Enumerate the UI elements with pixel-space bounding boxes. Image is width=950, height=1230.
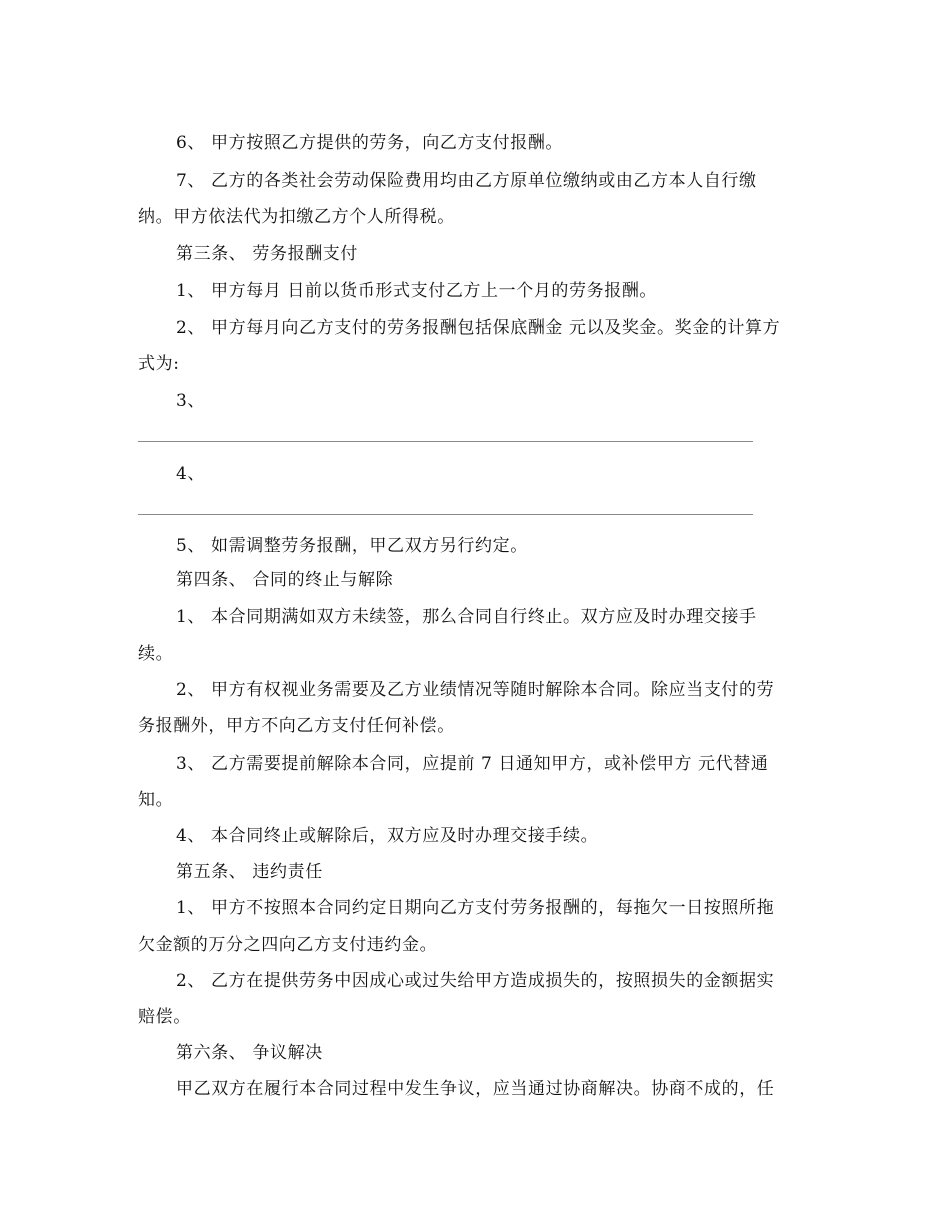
breach-item-1-cont: 欠金额的万分之四向乙方支付违约金。 bbox=[138, 935, 438, 955]
article-6-heading: 第六条、 争议解决 bbox=[176, 1043, 323, 1063]
termination-item-2: 2、 甲方有权视业务需要及乙方业绩情况等随时解除本合同。除应当支付的劳 bbox=[176, 680, 775, 700]
clause-3-item-7: 7、 乙方的各类社会劳动保险费用均由乙方原单位缴纳或由乙方本人自行缴 bbox=[176, 171, 757, 191]
termination-item-4: 4、 本合同终止或解除后，双方应及时办理交接手续。 bbox=[176, 826, 599, 846]
blank-fill-line bbox=[138, 441, 753, 442]
payment-item-1: 1、 甲方每月 日前以货币形式支付乙方上一个月的劳务报酬。 bbox=[176, 281, 658, 301]
breach-item-1: 1、 甲方不按照本合同约定日期向乙方支付劳务报酬的，每拖欠一日按照所拖 bbox=[176, 898, 775, 918]
payment-item-2: 2、 甲方每月向乙方支付的劳务报酬包括保底酬金 元以及奖金。奖金的计算方 bbox=[176, 318, 781, 338]
payment-item-4: 4、 bbox=[176, 464, 206, 484]
article-4-heading: 第四条、 合同的终止与解除 bbox=[176, 570, 394, 590]
blank-fill-line bbox=[138, 514, 753, 515]
payment-item-2-cont: 式为: bbox=[138, 354, 180, 374]
clause-3-item-6: 6、 甲方按照乙方提供的劳务，向乙方支付报酬。 bbox=[176, 133, 564, 153]
article-3-heading: 第三条、 劳务报酬支付 bbox=[176, 244, 359, 264]
termination-item-3: 3、 乙方需要提前解除本合同，应提前 7 日通知甲方，或补偿甲方 元代替通 bbox=[176, 754, 769, 774]
termination-item-2-cont: 务报酬外，甲方不向乙方支付任何补偿。 bbox=[138, 716, 455, 736]
termination-item-1-cont: 续。 bbox=[138, 644, 174, 664]
payment-item-3: 3、 bbox=[176, 391, 206, 411]
dispute-paragraph: 甲乙双方在履行本合同过程中发生争议，应当通过协商解决。协商不成的，任 bbox=[176, 1079, 775, 1099]
termination-item-1: 1、 本合同期满如双方未续签，那么合同自行终止。双方应及时办理交接手 bbox=[176, 607, 757, 627]
breach-item-2: 2、 乙方在提供劳务中因成心或过失给甲方造成损失的，按照损失的金额据实 bbox=[176, 971, 775, 991]
clause-3-item-7-cont: 纳。甲方依法代为扣缴乙方个人所得税。 bbox=[138, 207, 455, 227]
payment-item-5: 5、 如需调整劳务报酬，甲乙双方另行约定。 bbox=[176, 536, 528, 556]
article-5-heading: 第五条、 违约责任 bbox=[176, 862, 323, 882]
termination-item-3-cont: 知。 bbox=[138, 790, 174, 810]
breach-item-2-cont: 赔偿。 bbox=[138, 1007, 191, 1027]
